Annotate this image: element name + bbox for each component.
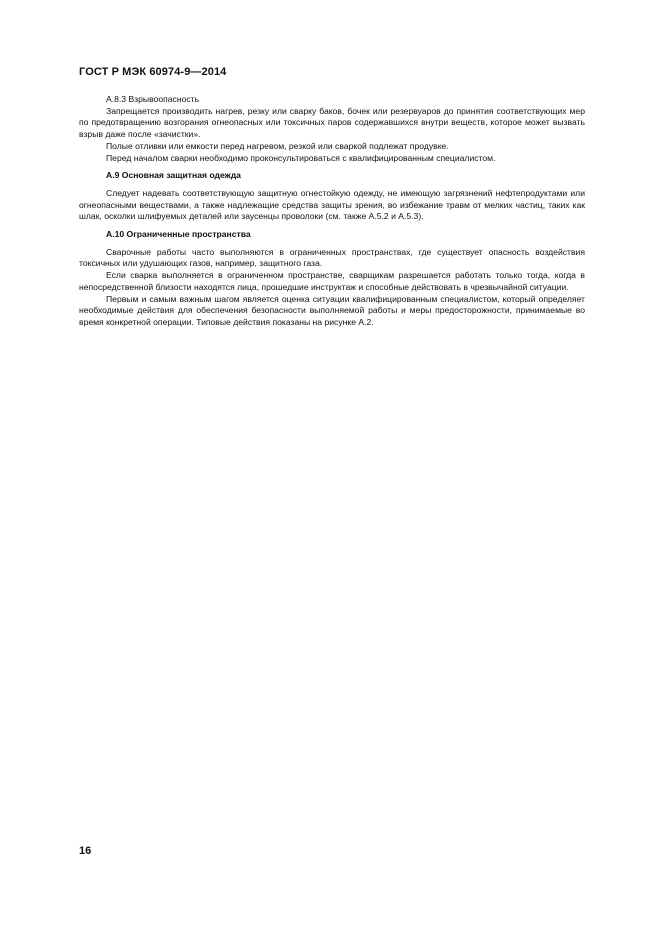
section-a8-3 [79, 94, 585, 164]
document-body [79, 94, 585, 329]
paragraph: Полые отливки или емкости перед нагревом, резкой или сваркой подлежат продувке. [106, 140, 449, 151]
paragraph: Запрещается производить нагрев, резку или сварку баков, бочек или резервуаров до принятия соответствующих мер по предотвращению возгорания огнеопасных или токсичных паров содержавшихся внутри веществ, которое может вызвать взрыв даже после «зачистки». [79, 105, 585, 140]
paragraph: Если сварка выполняется в ограниченном пространстве, сварщикам разрешается работать только тогда, когда в непосредственной близости находятся лица, прошедшие инструктаж и способные действовать в чрезвычайной ситуации. [79, 270, 585, 292]
paragraph: Следует надевать соответствующую защитную огнестойкую одежду, не имеющую загрязнений нефтепродуктами или огнеопасными веществами, а также надлежащие средства защиты зрения, во избежание травм от мелких частиц, таких как шлак, осколки шлифуемых деталей или заусенцы проволоки (см. также А.5.2 и А.5.3). [79, 187, 585, 222]
section-heading: А.10 Ограниченные пространства [106, 229, 251, 240]
page-number: 16 [79, 845, 92, 857]
section-a10 [79, 229, 585, 329]
subsection-heading: А.8.3 Взрывоопасность [106, 94, 200, 104]
document-header: ГОСТ Р МЭК 60974-9—2014 [79, 66, 227, 78]
section-a9 [79, 170, 585, 223]
section-heading: А.9 Основная защитная одежда [106, 170, 241, 181]
paragraph: Перед началом сварки необходимо проконсультироваться с квалифицированным специалистом. [106, 152, 496, 163]
paragraph: Сварочные работы часто выполняются в ограниченных пространствах, где существует опасность воздействия токсичных или удушающих газов, например, защитного газа. [79, 246, 585, 269]
paragraph: Первым и самым важным шагом является оценка ситуации квалифицированным специалистом, который определяет необходимые действия для обеспечения безопасности выполняемой работы и меры предосторожности, принимаемые во время конкретной операции. Типовые действия показаны на рисунке А.2. [79, 293, 585, 327]
